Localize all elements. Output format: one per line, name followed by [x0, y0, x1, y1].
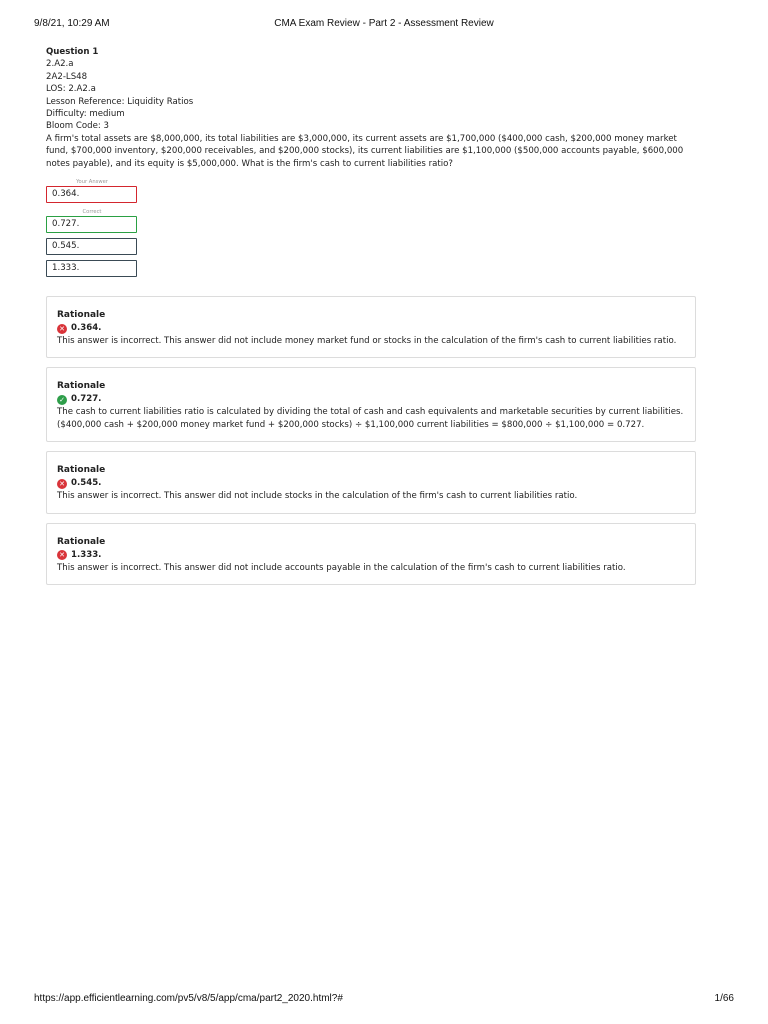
rationale-choice	[57, 549, 685, 562]
x-circle-icon: ✕	[57, 479, 67, 489]
print-datetime: 9/8/21, 10:29 AM	[34, 18, 110, 29]
question-meta-id: 2A2-LS48	[46, 71, 88, 82]
rationale-choice	[57, 322, 685, 335]
rationale-card	[46, 523, 696, 585]
rationale-card	[46, 296, 696, 358]
rationale-heading: Rationale	[57, 381, 106, 392]
answer-option[interactable]: 1.333.	[46, 260, 137, 277]
print-url: https://app.efficientlearning.com/pv5/v8/5/app/cma/part2_2020.html?#	[34, 993, 343, 1004]
question-meta-difficulty: Difficulty: medium	[46, 109, 125, 120]
rationale-heading: Rationale	[57, 310, 106, 321]
your-answer-label: Your Answer	[76, 179, 108, 186]
print-page-title: CMA Exam Review - Part 2 - Assessment Review	[274, 18, 494, 29]
print-header	[34, 18, 734, 32]
rationale-card	[46, 451, 696, 513]
rationale-choice-label: 0.727.	[71, 394, 102, 405]
rationale-heading: Rationale	[57, 536, 106, 547]
answer-option[interactable]: 0.727.	[46, 216, 137, 233]
question-meta-bloom: Bloom Code: 3	[46, 121, 109, 132]
x-circle-icon: ✕	[57, 324, 67, 334]
answer-option[interactable]: 0.364.	[46, 186, 137, 203]
rationale-heading: Rationale	[57, 465, 106, 476]
print-page-number: 1/66	[714, 993, 734, 1004]
print-footer	[34, 993, 734, 1007]
rationale-choice-label: 0.545.	[71, 478, 102, 489]
rationale-choice-label: 1.333.	[71, 549, 102, 560]
question-meta-los: LOS: 2.A2.a	[46, 84, 96, 95]
question-text: A firm's total assets are $8,000,000, its total liabilities are $3,000,000, its current assets are $1,700,000 ($400,000 cash, $200,000 money market fund, $700,000 inventory, $200,000 receivables, and $200,000 stocks), its current liabilities are $1,100,000 ($500,000 accounts payable, $600,000 notes payable), and its equity is $5,000,000. What is the firm's cash to current liabilities ratio?	[46, 133, 684, 169]
answer-option[interactable]: 0.545.	[46, 238, 137, 255]
question-meta-lesson: Lesson Reference: Liquidity Ratios	[46, 96, 194, 107]
question-title: Question 1	[46, 47, 99, 57]
correct-label: Correct	[82, 209, 102, 216]
rationale-card	[46, 367, 696, 442]
rationale-choice-label: 0.364.	[71, 323, 102, 334]
rationale-text: This answer is incorrect. This answer did not include money market fund or stocks in the calculation of the firm's cash to current liabilities ratio.	[57, 336, 677, 347]
rationale-choice	[57, 477, 685, 490]
rationale-text: This answer is incorrect. This answer did not include accounts payable in the calculation of the firm's cash to current liabilities ratio.	[57, 562, 626, 573]
question-meta-code: 2.A2.a	[46, 59, 74, 70]
rationale-choice	[57, 393, 685, 406]
assessment-content	[46, 46, 696, 594]
rationale-text: This answer is incorrect. This answer did not include stocks in the calculation of the firm's cash to current liabilities ratio.	[57, 491, 578, 502]
x-circle-icon: ✕	[57, 550, 67, 560]
rationale-text: The cash to current liabilities ratio is calculated by dividing the total of cash and cash equivalents and marketable securities by current liabilities. ($400,000 cash + $200,000 money market fund + $200,000 stocks) ÷ $1,100,000 current liabilities = $800,000 ÷ $1,100,000 = 0.727.	[57, 407, 684, 430]
answer-options	[46, 178, 696, 277]
check-circle-icon: ✓	[57, 395, 67, 405]
